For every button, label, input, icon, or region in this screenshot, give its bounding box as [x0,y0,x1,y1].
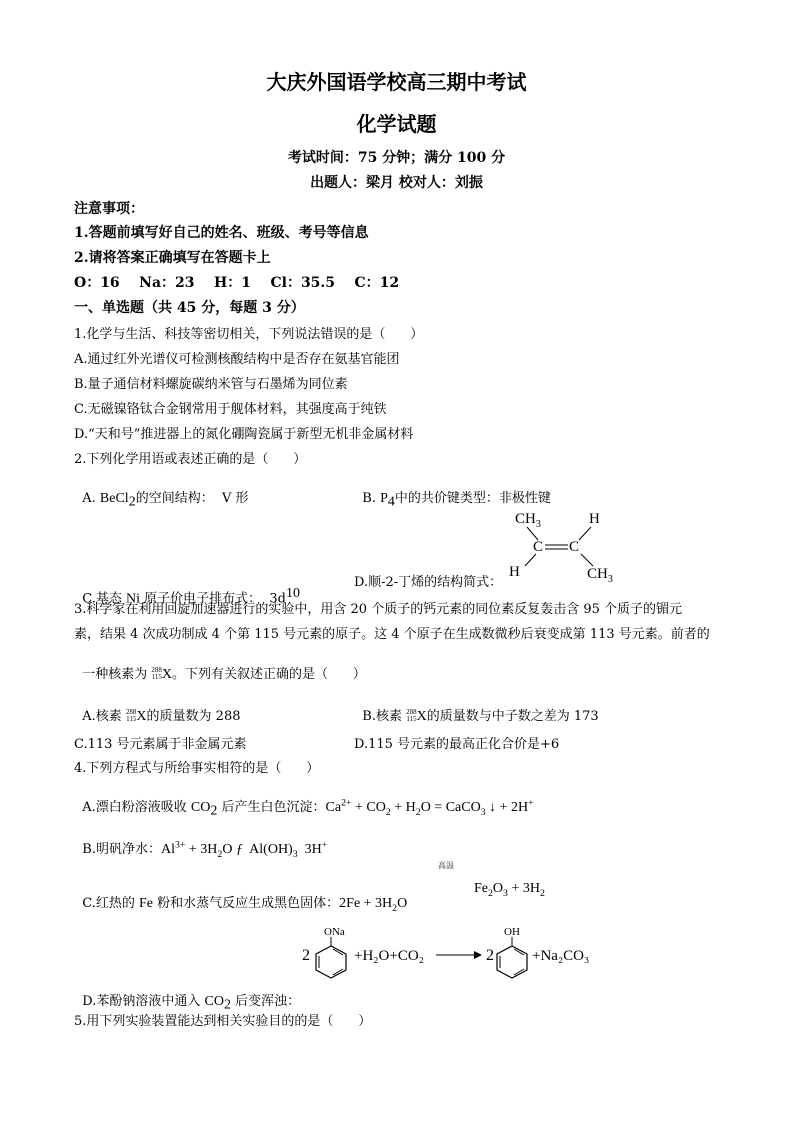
q4-a-co2-sub: 2 [210,803,218,819]
q2-option-a [74,472,249,511]
q3-option-d: D.115 号元素的最高正化合价是+6 [354,737,560,752]
eq-al: Al [160,842,175,857]
q2-b-sub: 4 [387,494,395,510]
eq-2fe: 2Fe + 3H [339,896,393,911]
eq-3h2: + 3H [507,881,540,896]
struct-bond-3 [525,554,536,566]
eq-caco3-sub: 3 [480,806,486,818]
q4-b-equation [160,839,328,860]
q2-stem: 2.下列化学用语或表述正确的是（ ） [74,452,307,467]
struct-bond-4 [581,554,593,566]
q2-option-d: D.顺-2-丁烯的结构简式： [354,575,503,590]
eq-3h2o-sub: 2 [217,848,223,860]
eq-fe-sub: 2 [488,887,493,899]
eq-o: O [222,842,236,857]
q2-a-prefix: A. [82,491,100,506]
q3-b-prefix: B.核素 [362,709,407,724]
reagents: +H₂O+CO₂ [354,948,424,964]
eq-h2o-sub: 2 [415,806,421,818]
eq-al-oh-sub: 3 [292,848,298,860]
eq-caco3: O = CaCO [420,800,481,815]
q2-b-formula: P [380,491,388,506]
notes-item-1: 1.答题前填写好自己的姓名、班级、考号等信息 [74,225,369,241]
q2-b-suffix: 中的共价键类型：非极性键 [394,491,551,506]
q2-b-prefix: B. [362,491,381,506]
q4-c-fe: Fe [139,896,154,911]
eq-co2-sub: 2 [385,806,391,818]
q2-option-b [354,472,551,511]
q2-a-suffix: 的空间结构： V 形 [135,491,249,506]
q1-option-a: A.通过红外光谱仪可检测核酸结构中是否存在氨基官能团 [74,352,400,367]
nuclide-z: 115 [406,715,417,724]
struct-ch3-bottom: $CH_3$ [587,566,613,584]
eq-o3: O [492,881,504,896]
q4-b-prefix: B.明矾净水： [82,842,161,857]
q4-d-co2: CO [204,994,224,1009]
nuclide-mass: 288 [151,666,162,675]
eq-o: O [397,896,408,911]
q4-option-a [74,781,534,820]
nuclide-z: 115 [151,673,162,682]
eq-3h2o: + 3H [185,842,218,857]
notes-item-2: 2.请将答案正确填写在答题卡上 [74,250,271,266]
struct-c2: C [569,539,580,555]
q3-b-suffix: 的质量数与中子数之差为 173 [426,709,599,724]
q2-a-sub: 2 [128,494,136,510]
phenoxide-reaction-diagram [296,920,606,984]
authors: 出题人：梁月 校对人：刘振 [310,175,483,191]
eq-h2o-sub: 2 [392,902,398,914]
q3-stem-prefix: 一种核素为 [82,667,152,682]
q3-a-nuclide [126,709,147,725]
q5-stem: 5.用下列实验装置能达到相关实验目的的是（ ） [74,1014,372,1029]
notes-heading: 注意事项： [74,201,144,217]
q3-option-a [74,690,241,725]
eq-al-oh: Al(OH) [242,842,293,857]
struct-h-top: H [589,511,600,527]
cis-2-butene-structure [505,508,635,584]
q3-nuclide [151,667,172,683]
eq-al-charge: 3+ [174,839,186,851]
q3-a-suffix: 的质量数为 288 [146,709,241,724]
reversible-arrow-icon: ƒ [235,842,243,857]
q1-option-d: D.“天和号”推进器上的氮化硼陶瓷属于新型无机非金属材料 [74,427,414,442]
eq-co2: + CO [351,800,386,815]
q4-d-suffix: 后变浑浊： [230,994,301,1009]
nuclide-mass: 288 [125,708,137,717]
eq-2h: ↓ + 2H [485,800,529,815]
reaction-arrow-head-icon [474,951,482,959]
q3-a-prefix: A.核素 [82,709,126,724]
eq-h2-sub: 2 [539,887,545,899]
q2-c-sup: 10 [286,586,301,601]
atomic-masses: O：16 Na：23 H：1 Cl：35.5 C：12 [74,275,400,291]
eq-3h: 3H [297,842,322,857]
eq-3h-charge: + [321,839,328,851]
q4-c-prefix: C.红热的 [82,896,140,911]
exam-title: 大庆外国语学校高三期中考试 [266,70,527,94]
eq-h-charge: + [528,797,534,809]
q4-d-co2-sub: 2 [223,997,231,1013]
eq-ca-charge: 2+ [341,797,352,809]
q2-c-mid: 原子价电子排布式： 3d [140,591,287,607]
q1-stem: 1.化学与生活、科技等密切相关，下列说法错误的是（ ） [74,327,424,342]
q4-option-d [74,975,300,1014]
oh-label: OH [504,926,520,938]
eq-o-sub: 3 [503,887,508,899]
q2-c-prefix: C.基态 [82,591,127,607]
q2-c-formula: Ni [126,591,141,607]
struct-bond-2 [579,527,591,540]
q4-c-products-formula [474,881,545,899]
q4-c-mid: 粉和水蒸气反应生成黑色固体： [153,896,340,911]
q3-stem-line-1: 3.科学家在利用回旋加速器进行的实验中，用含 20 个质子的钙元素的同位素反复轰击含 95 个质子的镅元 [74,602,683,617]
nuclide-symbol: X [161,666,173,682]
product: +Na₂CO₃ [532,948,590,964]
subject-title: 化学试题 [356,112,437,136]
q3-option-b [354,690,599,725]
q3-stem-suffix: 。下列有关叙述正确的是（ ） [172,667,366,682]
q4-a-co2: CO [190,800,211,815]
coef-right: 2 [486,947,494,964]
q4-a-equation [325,797,534,818]
q4-d-prefix: D.苯酚钠溶液中通入 [82,994,205,1009]
q3-option-c: C.113 号元素属于非金属元素 [74,737,247,752]
q4-a-mid: 后产生白色沉淀： [217,800,326,815]
nuclide-mass: 288 [406,708,417,717]
struct-ch3-top: $CH_3$ [515,511,541,530]
benzene-ring-left-icon [316,946,346,978]
exam-info: 考试时间：75 分钟；满分 100 分 [287,150,506,166]
eq-h2o: + H [390,800,416,815]
q4-c-equation [339,896,408,914]
q4-option-c [74,877,407,914]
eq-ca: Ca [325,800,342,815]
nuclide-z: 115 [126,715,137,724]
struct-c1: C [533,539,544,555]
q1-option-b: B.量子通信材料螺旋碳纳米管与石墨烯为同位素 [74,377,348,392]
q4-c-products [474,877,545,899]
q4-option-b [74,823,327,860]
coef-left: 2 [302,947,310,964]
section-heading: 一、单选题（共 45 分，每题 3 分） [74,300,305,316]
nuclide-symbol: X [136,708,147,724]
q3-b-nuclide [406,709,427,725]
q1-option-c: C.无磁镍铬钛合金钢常用于舰体材料，其强度高于纯铁 [74,402,387,417]
benzene-ring-right-icon [497,946,527,978]
q4-a-prefix: A.漂白粉溶液吸收 [82,800,191,815]
nuclide-symbol: X [416,708,427,724]
eq-fe2o3: Fe [474,881,488,896]
q3-stem-line-3 [74,648,366,683]
q3-stem-line-2: 素，结果 4 次成功制成 4 个第 115 号元素的原子。这 4 个原子在生成数微秒后衰变成第 113 号元素。前者的 [74,627,710,642]
q4-stem: 4.下列方程式与所给事实相符的是（ ） [74,761,320,776]
q4-c-condition: 高温 [438,861,454,870]
ona-label: ONa [324,926,345,938]
struct-h-bottom: H [509,564,520,580]
q2-a-formula: BeCl [99,491,129,506]
